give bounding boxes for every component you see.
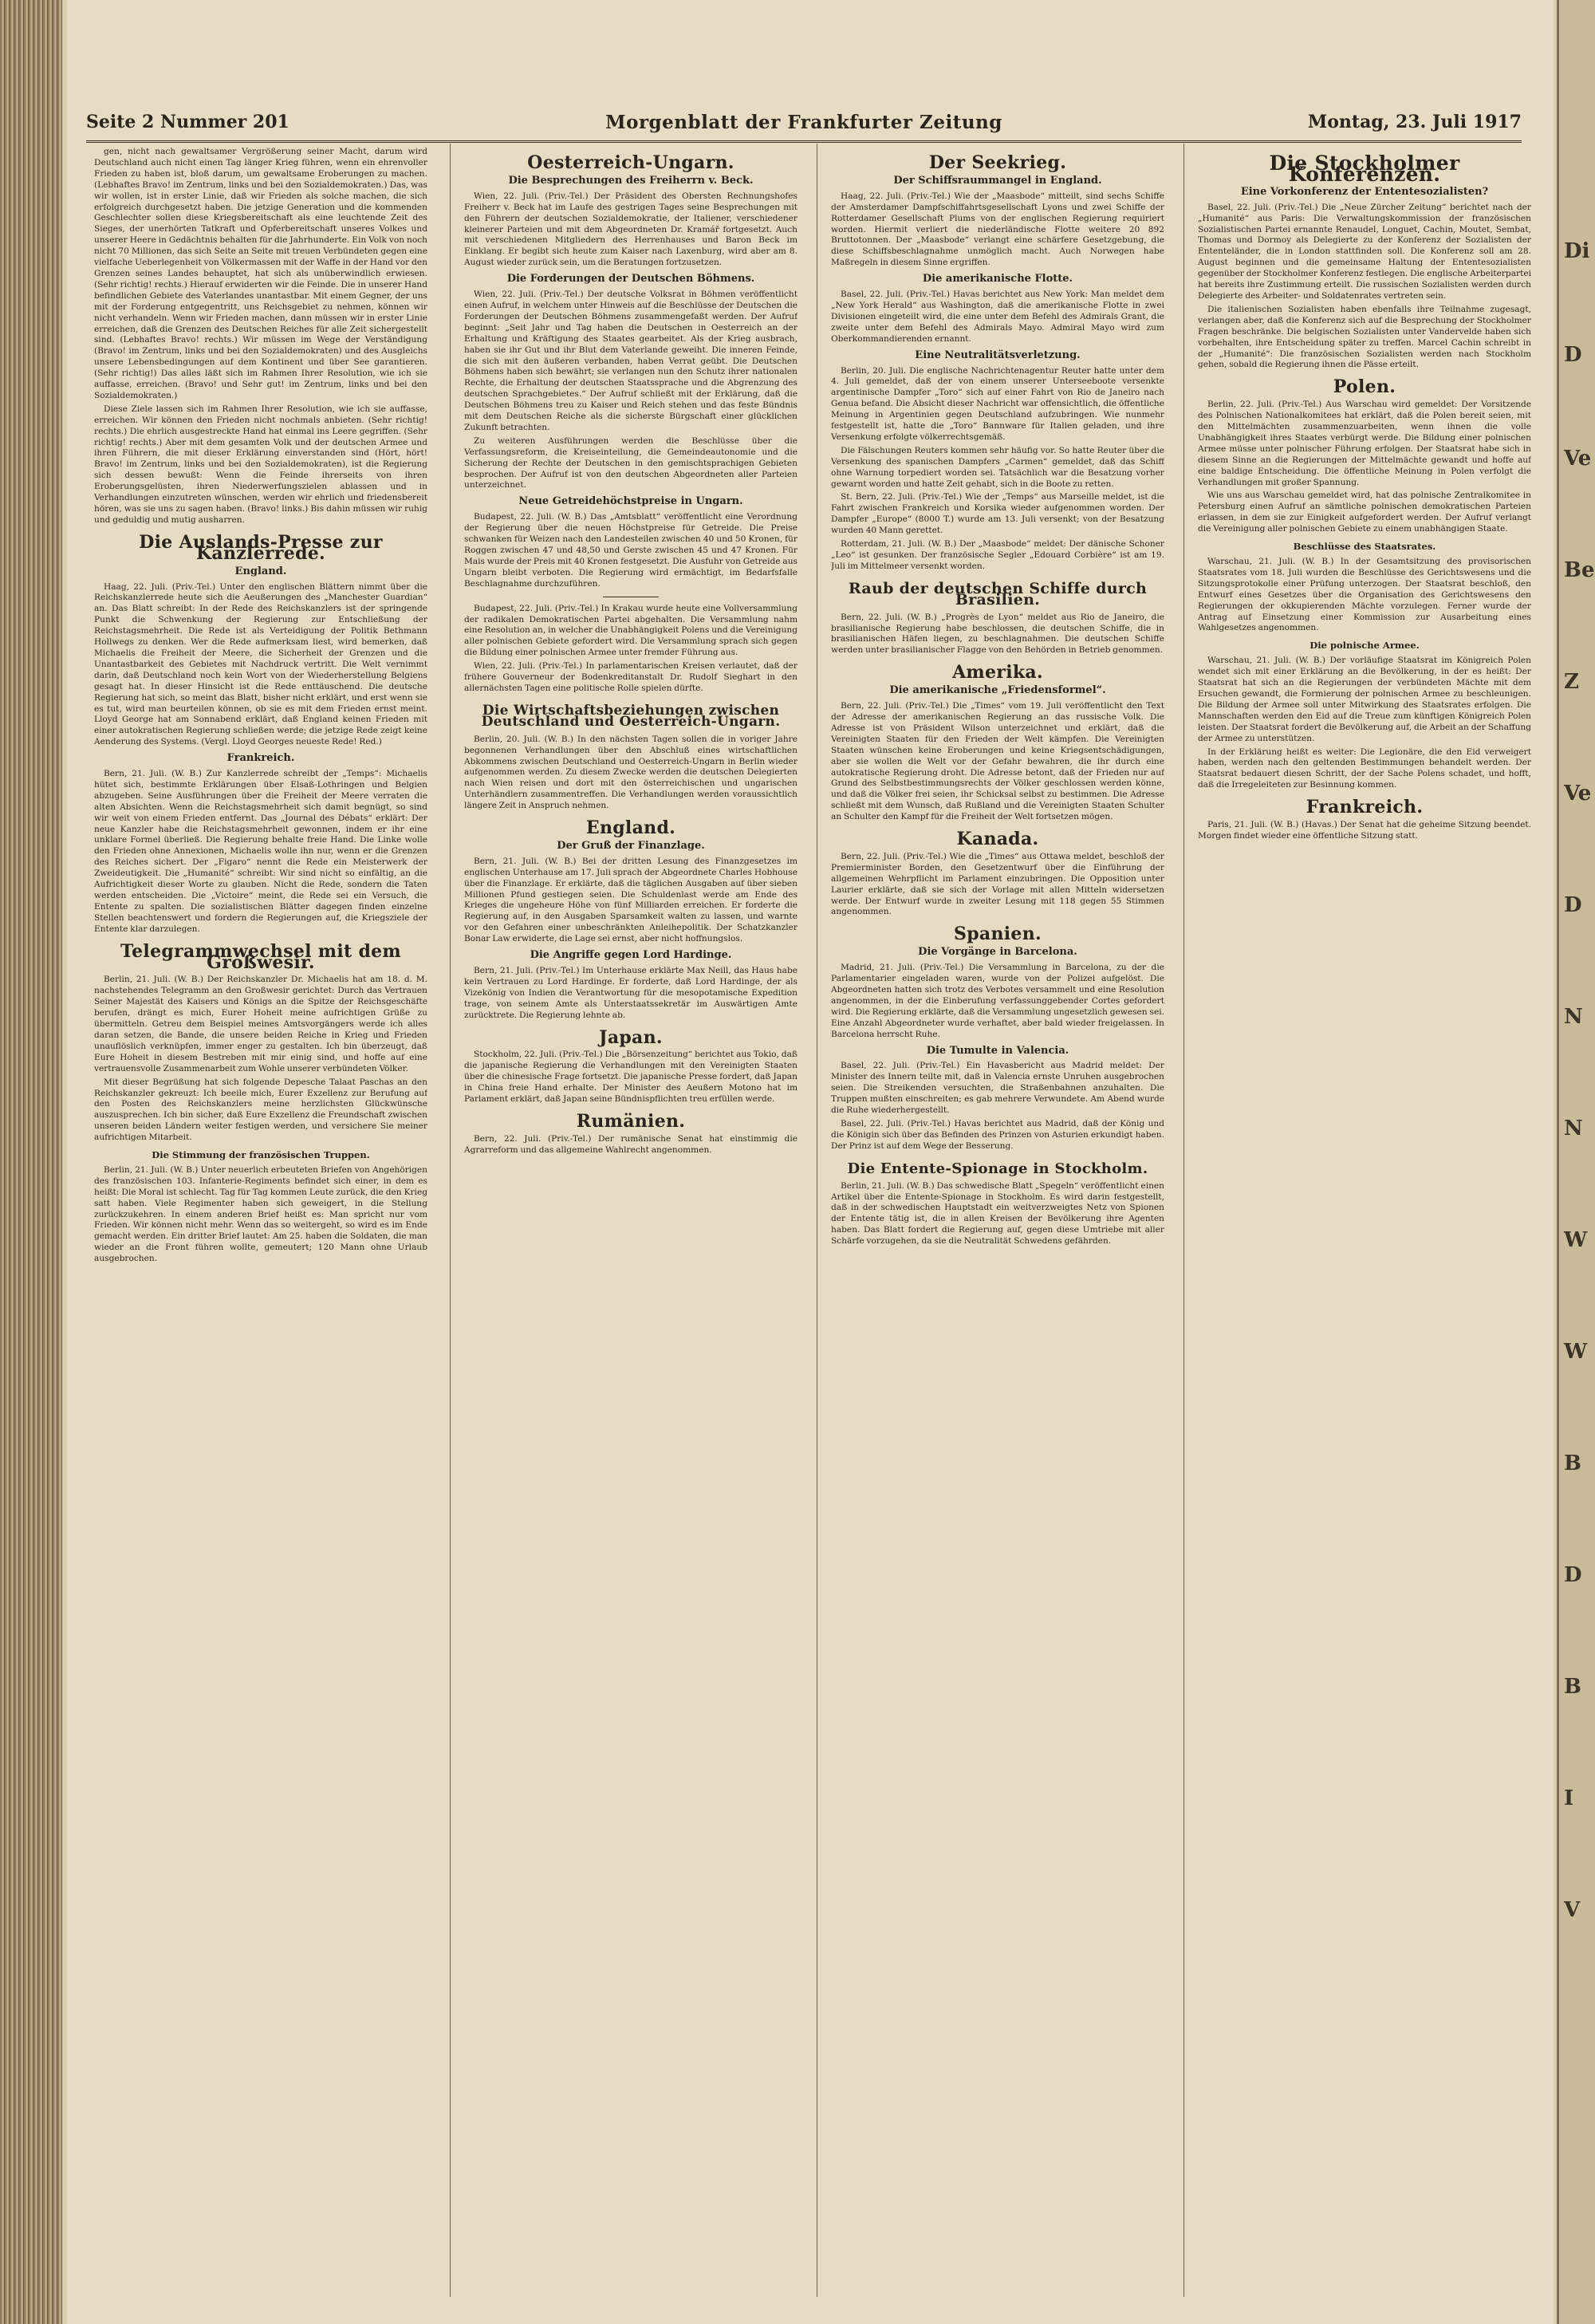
- article-paragraph: Rotterdam, 21. Juli. (W. B.) Der „Maasbode“ meldet: Der dänische Schoner „Leo“ ist gesunken. Der französische Segler „Edouard Corbière“ ist am 19. Juli im Mittelmeer versenkt worden.: [831, 539, 1164, 571]
- article-paragraph: Zu weiteren Ausführungen werden die Beschlüsse über die Verfassungsreform, die Kreiseinteilung, die Gemeindeautonomie und die Sicherung der Rechte der Deutschen in den gemischtsprachigen Gebieten besprochen. Der Aufruf ist von den deutschen Abgeordneten aller Parteien unterzeichnet.: [464, 435, 798, 490]
- subsection-heading: Eine Vorkonferenz der Ententesozialisten?: [1240, 185, 1489, 198]
- article-paragraph: Berlin, 22. Juli. (Priv.-Tel.) Aus Warschau wird gemeldet: Der Vorsitzende des Polnischen Nationalkomitees hat erklärt, daß die Polen bereit seien, mit den Mittelmächten zusammenzuarbeiten, wenn ihnen die volle Unabhängigkeit ihres Staates verbürgt werde. Die Bildung einer polnischen Armee müsse unter polnischer Führung erfolgen. Der Staatsrat habe sich in diesem Sinne an die Regierungen der Mittelmächte gewandt und hoffe auf eine baldige Entscheidung. Die öffentliche Meinung in Polen verfolgt die Verhandlungen mit großer Spannung.: [1198, 400, 1531, 487]
- masthead: Morgenblatt der Frankfurter Zeitung: [605, 112, 1002, 133]
- next-page-fragment: Be: [1564, 558, 1595, 582]
- header-rule: [86, 140, 1522, 143]
- article-paragraph: Diese Ziele lassen sich im Rahmen Ihrer Resolution, wie ich sie auffasse, erreichen. Wir können den Frieden nicht nochmals anbieten. (Sehr richtig! rechts.) Die ehrlich ausgestreckte Hand hat einmal ins Leere gegriffen. (Sehr richtig! rechts.) Aber mit dem gesamten Volk und der deutschen Armee und ihren Führern, die mit dieser Erklärung einverstanden sind (Hört, hört! Bravo! im Zentrum, links und bei den Sozialdemokraten), ist die Regierung sich dessen bewußt: Wenn die Feinde ihrerseits von ihren Eroberungsgelüsten, ihren Niederwerfungszielen ablassen und in Verhandlungen einzutreten wünschen, werden wir ehrlich und friedensbereit hören, was sie uns zu sagen haben. (Bravo! links.) Bis dahin müssen wir ruhig und geduldig und mutig ausharren.: [94, 404, 427, 525]
- article-paragraph: Stockholm, 22. Juli. (Priv.-Tel.) Die „Börsenzeitung“ berichtet aus Tokio, daß die japanische Regierung die Verhandlungen mit den Vereinigten Staaten über die chinesische Frage fortsetzt. Die japanische Presse fordert, daß Japan in China freie Hand erhalte. Der Minister des Aeußern Motono hat im Parlament erklärt, daß Japan seine Bündnispflichten treu erfüllen werde.: [464, 1050, 798, 1105]
- section-heading: Die Auslands-Presse zur Kanzlerrede.: [139, 531, 383, 564]
- article-paragraph: Haag, 22. Juli. (Priv.-Tel.) Unter den englischen Blättern nimmt über die Reichskanzlerrede heute sich die Aeußerungen des „Manchester Guardian“ an. Das Blatt schreibt: In der Rede des Reichskanzlers ist der springende Punkt die Schwenkung der Regierung zur Entschließung der Reichstagsmehrheit. Die Rede ist als Verteidigung der Politik Bethmann Hollwegs zu denken. Wer die Rede aufmerksam liest, wird bemerken, daß Michaelis die Freiheit der Meere, die Sicherheit der Grenzen und die Unantastbarkeit des Gebietes mit Nachdruck vertritt. Die Welt vernimmt darin, daß Deutschland noch kein Wort von der Wiederherstellung Belgiens gesagt hat. In dieser Hinsicht ist die Rede enttäuschend. Die deutsche Regierung hat sich, so meint das Blatt, bisher nicht erklärt, und erst wenn sie es tut, wird man beurteilen können, ob sie es mit dem Frieden ernst meint. Lloyd George hat am Sonnabend erklärt, daß England keinen Frieden mit einer autokratischen Regierung schließen werde; die jetzige Rede zeigt keine Aenderung des Systems. (Vergl. Lloyd Georges neueste Rede! Red.): [94, 581, 427, 747]
- next-page-fragment: V: [1564, 1898, 1581, 1922]
- next-page-fragment: N: [1564, 1117, 1583, 1140]
- issue-date: Montag, 23. Juli 1917: [1307, 112, 1522, 132]
- subsection-heading: Die Tumulte in Valencia.: [926, 1044, 1069, 1057]
- article-paragraph: Basel, 22. Juli. (Priv.-Tel.) Die „Neue Zürcher Zeitung“ berichtet nach der „Humanité“ aus Paris: Die Verwaltungskommission der französischen Sozialistischen Partei ernannte Renaudel, Longuet, Cachin, Moutet, Sembat, Thomas und Dormoy als Delegierte zu der Konferenz der Sozialisten der Ententeländer, die in London stattfinden soll. Die Konferenz soll am 28. August beginnen und die gemeinsame Haltung der Ententesozialisten gegenüber der Stockholmer Konferenz festlegen. Die englische Arbeiterpartei hat bereits ihre Zustimmung erteilt. Die russischen Sozialisten werden durch Delegierte des Arbeiter- und Soldatenrates vertreten sein.: [1198, 202, 1531, 301]
- section-heading: Die Wirtschaftsbeziehungen zwischen Deutschland und Oesterreich-Ungarn.: [481, 702, 781, 730]
- article-paragraph: Bern, 22. Juli. (Priv.-Tel.) Der rumänische Senat hat einstimmig die Agrarreform und das allgemeine Wahlrecht angenommen.: [464, 1133, 798, 1155]
- section-heading: Telegrammwechsel mit dem Großwesir.: [120, 940, 402, 973]
- section-heading: Die Entente-Spionage in Stockholm.: [847, 1160, 1148, 1177]
- article-paragraph: Die italienischen Sozialisten haben ebenfalls ihre Teilnahme zugesagt, verlangen aber, daß die Konferenz sich auf die Besprechung der Stockholmer Fragen beschränke. Die belgischen Sozialisten unter Vandervelde haben sich vorbehalten, ihre Entscheidung später zu treffen. Marcel Cachin schreibt in der „Humanité“: Die französischen Sozialisten werden nach Stockholm gehen, sobald die Regierung ihnen die Pässe erteilt.: [1198, 304, 1531, 370]
- next-page-fragment: D: [1564, 893, 1582, 917]
- subsection-heading: Die amerikanische „Friedensformel“.: [889, 684, 1106, 697]
- next-page-fragment: Di: [1564, 239, 1590, 263]
- subsection-heading: Die Angriffe gegen Lord Hardinge.: [530, 949, 732, 962]
- subsection-heading: Die Forderungen der Deutschen Böhmens.: [506, 273, 755, 286]
- column-2: [464, 147, 798, 2292]
- section-heading: Amerika.: [952, 662, 1043, 683]
- section-heading: Spanien.: [954, 924, 1042, 945]
- section-heading: Rumänien.: [576, 1110, 686, 1132]
- next-page-fragment: W: [1564, 1340, 1588, 1364]
- next-page-edge: [1557, 0, 1595, 2324]
- article-paragraph: Haag, 22. Juli. (Priv.-Tel.) Wie der „Maasbode“ mitteilt, sind sechs Schiffe der Amsterdamer Dampfschiffahrtsgesellschaft Lyons und zwei Schiffe der Rotterdamer Gesellschaft Plums von der englischen Regierung requiriert worden. Hiermit verliert die niederländische Flotte weitere 20 892 Bruttotonnen. Der „Maasbode“ verlangt eine schärfere Gesetzgebung, die diese Schiffsbeschlagnahme unmöglich macht. Auch Norwegen habe Maßregeln in diesem Sinne ergriffen.: [831, 191, 1164, 268]
- article-paragraph: Budapest, 22. Juli. (Priv.-Tel.) In Krakau wurde heute eine Vollversammlung der radikalen Demokratischen Partei abgehalten. Die Versammlung nahm eine Resolution an, in welcher die Unabhängigkeit Polens und die Vereinigung aller polnischen Gebiete gefordert wird. Die Versammlung sprach sich gegen die Bildung einer polnischen Armee unter fremder Führung aus.: [464, 603, 798, 658]
- article-paragraph: Bern, 21. Juli. (W. B.) Zur Kanzlerrede schreibt der „Temps“: Michaelis hütet sich, bestimmte Erklärungen über Elsaß-Lothringen und Belgien abzugeben. Seine Ausführungen über die Freiheit der Meere verraten die alten Absichten. Wenn die Reichstagsmehrheit sich damit begnügt, so sind wir weit von einem Frieden entfernt. Das „Journal des Débats“ erklärt: Der neue Kanzler habe die Reichstagsmehrheit gewonnen, indem er ihr eine unklare Formel überließ. Die Regierung behalte freie Hand. Die Linke wolle den Frieden ohne Annexionen, Michaelis wolle ihn nur, wenn er die Grenzen des Reiches sichert. Der „Figaro“ nennt die Rede ein Meisterwerk der Zweideutigkeit. Die „Humanité“ schreibt: Wir sind nicht so einfältig, an die Aufrichtigkeit dieser Worte zu glauben. Nicht die Rede, sondern die Taten werden entscheiden. Die „Victoire“ meint, die Rede sei ein Versuch, die Entente zu spalten. Die sozialistischen Blätter dagegen finden einzelne Stellen beachtenswert und fordern die Regierungen auf, die Kriegsziele der Entente klar darzulegen.: [94, 769, 427, 934]
- page-header: [86, 108, 1522, 137]
- subsection-heading: Der Schiffsraummangel in England.: [893, 174, 1102, 187]
- section-heading: Raub der deutschen Schiffe durch Brasilien.: [848, 579, 1148, 609]
- article-paragraph: Wie uns aus Warschau gemeldet wird, hat das polnische Zentralkomitee in Petersburg einen Aufruf an sämtliche polnischen demokratischen Parteien erlassen, in dem sie zur Einigkeit aufgefordert werden. Der Aufruf verlangt die Vereinigung aller polnischen Gebiete zu einem unabhängigen Staate.: [1198, 490, 1531, 534]
- column-1: [94, 147, 427, 2292]
- subsection-heading: Die polnische Armee.: [1309, 640, 1420, 652]
- subsection-heading: Die Stimmung der französischen Truppen.: [152, 1149, 370, 1161]
- article-paragraph: Bern, 22. Juli. (Priv.-Tel.) Wie die „Times“ aus Ottawa meldet, beschloß der Premierminister Borden, den Gesetzentwurf über die Einführung der allgemeinen Wehrpflicht im Parlament einzubringen. Die Opposition unter Laurier erklärte, daß sie sich der Vorlage mit allen Mitteln widersetzen werde. Der Entwurf wurde in zweiter Lesung mit 118 gegen 55 Stimmen angenommen.: [831, 851, 1164, 917]
- subsection-heading: Die Besprechungen des Freiherrn v. Beck.: [508, 174, 754, 187]
- article-paragraph: Warschau, 21. Juli. (W. B.) In der Gesamtsitzung des provisorischen Staatsrates vom 18. Juli wurden die Beschlüsse des Gerichtswesens und die Sitzungsprotokolle einer Prüfung unterzogen. Der Staatsrat beschloß, den Entwurf eines Gesetzes über die Organisation des Gerichtswesens den Regierungen der okkupierenden Mächte vorzulegen. Ferner wurde der Antrag auf Einsetzung einer Kommission zur Ausarbeitung eines Wahlgesetzes angenommen.: [1198, 557, 1531, 633]
- section-heading: Kanada.: [956, 829, 1039, 850]
- article-paragraph: Wien, 22. Juli. (Priv.-Tel.) Der deutsche Volksrat in Böhmen veröffentlicht einen Aufruf, in welchem unter Hinweis auf die Beschlüsse der Deutschen die Forderungen der Deutschen Böhmens zusammengefaßt werden. Der Aufruf beginnt: „Seit Jahr und Tag haben die Deutschen in Oesterreich an der Erhaltung und Kräftigung des Staates gearbeitet. Als der Krieg ausbrach, haben sie ihr Gut und ihr Blut dem Vaterlande geweiht. Die inneren Feinde, die sich mit den äußeren verbanden, haben Verrat geübt. Die Deutschen Böhmens haben sich bewährt; sie verlangen nun den Schutz ihrer nationalen Rechte, die Erhaltung der deutschen Staatssprache und die Abgrenzung des deutschen Sprachgebietes.“ Der Aufruf schließt mit der Erklärung, daß die Deutschen Böhmens treu zu Kaiser und Reich stehen und das feste Bündnis mit dem Deutschen Reiche als die sicherste Bürgschaft einer glücklichen Zukunft betrachten.: [464, 290, 798, 432]
- article-paragraph: Bern, 21. Juli. (W. B.) Bei der dritten Lesung des Finanzgesetzes im englischen Unterhause am 17. Juli sprach der Abgeordnete Charles Hobhouse über die Finanzlage. Er erklärte, daß die täglichen Ausgaben auf über sieben Millionen Pfund gestiegen seien. Die Schuldenlast werde am Ende des Krieges die ungeheure Höhe von fünf Milliarden erreichen. Er forderte die Regierung auf, in den Ausgaben Sparsamkeit walten zu lassen, und warnte vor den Gefahren einer unbeschränkten Anleihepolitik. Der Schatzkanzler Bonar Law erwiderte, die Lage sei ernst, aber nicht hoffnungslos.: [464, 856, 798, 944]
- article-paragraph: Wien, 22. Juli. (Priv.-Tel.) In parlamentarischen Kreisen verlautet, daß der frühere Gouverneur der Bodenkreditanstalt Dr. Rudolf Sieghart in den allernächsten Tagen eine politische Rolle spielen dürfte.: [464, 661, 798, 693]
- article-paragraph: Basel, 22. Juli. (Priv.-Tel.) Ein Havasbericht aus Madrid meldet: Der Minister des Innern teilte mit, daß in Valencia ernste Unruhen ausgebrochen seien. Die Streikenden versuchten, die Straßenbahnen anzuhalten. Die Truppen mußten einschreiten; es gab mehrere Verwundete. Am Abend wurde die Ruhe wiederhergestellt.: [831, 1061, 1164, 1116]
- section-heading: Die Stockholmer Konferenzen.: [1269, 152, 1460, 186]
- article-paragraph: Wien, 22. Juli. (Priv.-Tel.) Der Präsident des Obersten Rechnungshofes Freiherr v. Beck hat im Laufe des gestrigen Tages seine Besprechungen mit den Führern der deutschen Sozialdemokratie, der Italiener, verschiedener kleinerer Parteien und mit dem Abgeordneten Dr. Kramář fortgesetzt. Auch mit verschiedenen Mitgliedern des Herrenhauses und Baron Beck im Einklang. Er begibt sich heute zum Kaiser nach Laxenburg, wird aber am 8. August wieder zurück sein, um die Beratungen fortzusetzen.: [464, 191, 798, 268]
- page-binding: [0, 0, 62, 2324]
- next-page-fragment: Ve: [1564, 447, 1592, 471]
- article-paragraph: Mit dieser Begrüßung hat sich folgende Depesche Talaat Paschas an den Reichskanzler gekreuzt: Ich beeile mich, Eurer Exzellenz zur Berufung auf den Posten des Reichskanzlers meine herzlichsten Glückwünsche auszusprechen. Ich bin sicher, daß Eure Exzellenz die Freundschaft zwischen unseren beiden Ländern weiter festigen werden, und versichere Sie meiner aufrichtigen Mitarbeit.: [94, 1077, 427, 1143]
- article-paragraph: gen, nicht nach gewaltsamer Vergrößerung seiner Macht, darum wird Deutschland auch nicht einen Tag länger Krieg führen, wenn ein ehrenvoller Frieden zu haben ist, bloß darum, um gewaltsame Eroberungen zu machen. (Lebhaftes Bravo! im Zentrum, links und bei den Sozialdemokraten.) Das, was wir wollen, ist in erster Linie, daß wir Frieden als solche machen, die sich erfolgreich durchgesetzt haben. Die jetzige Generation und die kommenden Geschlechter sollen diese Kriegsbereitschaft als eine leuchtende Zeit des Sieges, der unerhörten Tatkraft und Opferbereitschaft unseres Volkes und unserer Heere in Gedächtnis behalten für die Jahrhunderte. Ein Volk von noch nicht 70 Millionen, das sich Seite an Seite mit treuen Verbündeten gegen eine vielfache Ueberlegenheit von Völkermassen mit der Waffe in der Hand vor den Grenzen seines Landes behauptet, hat sich als unüberwindlich erwiesen. (Sehr richtig! rechts.) Hierauf erwiderten wir die Feinde. Die in unserer Hand befindlichen Gebiete des Vaterlandes unantastbar. Mit einem Gegner, der uns mit der Forderung entgegentritt, uns Reichsgebiet zu nehmen, können wir nicht verhandeln. Wenn wir Frieden machen, dann müssen wir in erster Linie erreichen, daß die Grenzen des Deutschen Reiches für alle Zeit sichergestellt sind. (Lebhaftes Bravo! rechts.) Wir müssen im Wege der Verständigung (Bravo! im Zentrum, links und bei den Sozialdemokraten) und des Ausgleichs unsere Lebensbedingungen auf dem Kontinent und über See garantieren. (Sehr richtig!) Das alles läßt sich im Rahmen Ihrer Resolution, wie ich sie auffasse, erreichen. (Bravo! und Sehr gut! im Zentrum, links und bei den Sozialdemokraten.): [94, 147, 427, 400]
- article-paragraph: Paris, 21. Juli. (W. B.) (Havas.) Der Senat hat die geheime Sitzung beendet. Morgen findet wieder eine öffentliche Sitzung statt.: [1198, 820, 1531, 841]
- article-paragraph: Basel, 22. Juli. (Priv.-Tel.) Havas berichtet aus Madrid, daß der König und die Königin sich über das Befinden des Prinzen von Asturien erkundigt haben. Der Prinz ist auf dem Wege der Besserung.: [831, 1118, 1164, 1151]
- section-heading: Frankreich.: [1306, 797, 1424, 818]
- article-paragraph: Madrid, 21. Juli. (Priv.-Tel.) Die Versammlung in Barcelona, zu der die Parlamentarier eingeladen waren, wurde von der Polizei aufgelöst. Die Abgeordneten hatten sich trotz des Verbotes versammelt und eine Resolution angenommen, in der die Einberufung verfassunggebender Cortes gefordert wird. Die Regierung erklärte, daß die Versammlung ungesetzlich gewesen sei. Eine Anzahl Abgeordneter wurde verhaftet, aber bald wieder freigelassen. In Barcelona herrscht Ruhe.: [831, 963, 1164, 1039]
- next-page-fragment: I: [1564, 1786, 1574, 1810]
- next-page-fragment: D: [1564, 1563, 1582, 1587]
- column-rule: [450, 144, 451, 2297]
- next-page-fragment: Ve: [1564, 782, 1592, 806]
- subsection-heading: Die Vorgänge in Barcelona.: [918, 946, 1077, 959]
- article-paragraph: Berlin, 21. Juli. (W. B.) Unter neuerlich erbeuteten Briefen von Angehörigen des französischen 103. Infanterie-Regiments befindet sich einer, in dem es heißt: Die Moral ist schlecht. Tag für Tag kommen Leute zurück, die den Krieg satt haben. Viele Regimenter haben sich geweigert, in die Stellung zurückzukehren. In einem anderen Brief heißt es: Man spricht nur vom Frieden. Wir können nicht mehr. Wenn das so weitergeht, so wird es im Ende gemacht werden. Ein dritter Brief lautet: Am 25. haben die Soldaten, die man wieder an die Front führen wollte, gemeutert; 120 Mann ohne Urlaub ausgebrochen.: [94, 1164, 427, 1264]
- article-paragraph: Berlin, 21. Juli. (W. B.) Das schwedische Blatt „Spegeln“ veröffentlicht einen Artikel über die Entente-Spionage in Stockholm. Es wird darin festgestellt, daß in der schwedischen Hauptstadt ein weitverzweigtes Netz von Spionen der Entente tätig ist, die in allen Kreisen der Bevölkerung ihre Agenten haben. Das Blatt fordert die Regierung auf, gegen diese Umtriebe mit aller Schärfe vorzugehen, da sie die Neutralität Schwedens gefährden.: [831, 1180, 1164, 1247]
- subsection-heading: Die amerikanische Flotte.: [922, 273, 1073, 286]
- page-number: Seite 2 Nummer 201: [86, 112, 289, 132]
- section-heading: Oesterreich-Ungarn.: [527, 152, 734, 173]
- next-page-fragment: B: [1564, 1452, 1581, 1475]
- column-4: [1198, 147, 1531, 2292]
- article-paragraph: Bern, 21. Juli. (Priv.-Tel.) Im Unterhause erklärte Max Neill, das Haus habe kein Vertrauen zu Lord Hardinge. Er forderte, daß Lord Hardinge, der als Vizekönig von Indien die Verantwortung für die mesopotamische Expedition trage, von seinem Amte als Unterstaatssekretär im Auswärtigen Amte zurücktrete. Die Regierung lehnte ab.: [464, 966, 798, 1020]
- subsection-heading: England.: [234, 565, 287, 577]
- article-paragraph: In der Erklärung heißt es weiter: Die Legionäre, die den Eid verweigert haben, werden nach den geltenden Bestimmungen behandelt werden. Der Staatsrat bedauert diesen Schritt, der der Sache Polens schadet, und hofft, daß die Irregeleiteten zur Besinnung kommen.: [1198, 746, 1531, 790]
- article-paragraph: Berlin, 20. Juli. Die englische Nachrichtenagentur Reuter hatte unter dem 4. Juli gemeldet, daß der von einem unserer Unterseeboote versenkte argentinische Dampfer „Toro“ sich auf einer Fahrt von Rio de Janeiro nach Genua befand. Die Absicht dieser Nachricht war offensichtlich, die öffentliche Meinung in Argentinien gegen Deutschland aufzubringen. Wie nunmehr festgestellt ist, hatte die „Toro“ Bannware für Italien geladen, und ihre Versenkung erfolgte völkerrechtsgemäß.: [831, 365, 1164, 442]
- column-rule: [1183, 144, 1184, 2297]
- subsection-heading: Frankreich.: [226, 752, 295, 765]
- article-paragraph: Budapest, 22. Juli. (W. B.) Das „Amtsblatt“ veröffentlicht eine Verordnung der Regierung über die neuen Höchstpreise für Getreide. Die Preise schwanken für Weizen nach den Landesteilen zwischen 40 und 50 Kronen, für Roggen zwischen 47 und 48,50 und Gerste zwischen 45 und 47 Kronen. Für Mais wurde der Preis mit 40 Kronen festgesetzt. Die Ausfuhr von Getreide aus Ungarn bleibt verboten. Die Regierung wird ermächtigt, im Bedarfsfalle Beschlagnahme durchzuführen.: [464, 512, 798, 589]
- next-page-fragment: Z: [1564, 670, 1579, 694]
- next-page-fragment: B: [1564, 1675, 1581, 1699]
- article-paragraph: St. Bern, 22. Juli. (Priv.-Tel.) Wie der „Temps“ aus Marseille meldet, ist die Fahrt zwischen Frankreich und Korsika wieder aufgenommen worden. Der Dampfer „Europe“ (8000 T.) wurde am 13. Juli versenkt; von der Besatzung wurden 40 Mann gerettet.: [831, 492, 1164, 536]
- article-paragraph: Die Fälschungen Reuters kommen sehr häufig vor. So hatte Reuter über die Versenkung des spanischen Dampfers „Carmen“ gemeldet, daß das Schiff ohne Warnung torpediert worden sei. Tatsächlich war die Besatzung vorher gewarnt worden und hatte Zeit gehabt, sich in die Boote zu retten.: [831, 445, 1164, 489]
- article-paragraph: Bern, 22. Juli. (Priv.-Tel.) Die „Times“ vom 19. Juli veröffentlicht den Text der Adresse der amerikanischen Regierung an das russische Volk. Die Adresse ist von Präsident Wilson unterzeichnet und erklärt, daß die Vereinigten Staaten für den Frieden der Welt kämpfen. Die Vereinigten Staaten wünschen keine Eroberungen und keine Kriegsentschädigungen, aber sie wollen die Welt vor der Gefahr bewahren, die ihr durch eine autokratische Regierung droht. Die Adresse betont, daß der Frieden nur auf Grund des Selbstbestimmungsrechts der Völker geschlossen werden könne, und daß die Völker frei seien, ihr Schicksal selbst zu bestimmen. Die Adresse schließt mit dem Wunsch, daß Rußland und die Vereinigten Staaten Schulter an Schulter den Kampf für die Freiheit der Welt fortsetzen mögen.: [831, 701, 1164, 822]
- next-page-fragment: N: [1564, 1005, 1583, 1029]
- article-paragraph: Warschau, 21. Juli. (W. B.) Der vorläufige Staatsrat im Königreich Polen wendet sich mit einer Erklärung an die Bevölkerung, in der es heißt: Der Staatsrat hat sich an die Regierungen der verbündeten Mächte mit dem Ersuchen gewandt, die Formierung der polnischen Armee zu beschleunigen. Die Bildung der Armee soll unter Mitwirkung des Staatsrates erfolgen. Die Mannschaften werden den Eid auf die Treue zum künftigen Königreich Polen leisten. Der Staatsrat fordert die Bevölkerung auf, die Arbeit an der Schaffung der Armee zu unterstützen.: [1198, 656, 1531, 743]
- section-heading: England.: [585, 817, 676, 839]
- article-paragraph: Basel, 22. Juli. (Priv.-Tel.) Havas berichtet aus New York: Man meldet dem „New York Herald“ aus Washington, daß die amerikanische Flotte in zwei Divisionen eingeteilt wird, die eine unter dem Befehl des Admirals Grant, die zweite unter dem Befehl des Admirals Mayo. Admiral Mayo wird zum Oberkommandierenden ernannt.: [831, 290, 1164, 344]
- article-paragraph: Berlin, 21. Juli. (W. B.) Der Reichskanzler Dr. Michaelis hat am 18. d. M. nachstehendes Telegramm an den Großwesir gerichtet: Durch das Vertrauen Seiner Majestät des Kaisers und Königs an die Spitze der Reichsgeschäfte berufen, drängt es mich, Eurer Hoheit meine aufrichtigen Grüße zu übermitteln. Getreu dem Beispiel meines Amtsvorgängers werde ich alles daran setzen, die Bande, die unsere beiden Reiche in Krieg und Frieden unauflöslich verknüpfen, immer enger zu gestalten. Ich bin überzeugt, daß Eure Hoheit in diesem Bestreben mit mir einig sind, und hoffe auf eine vertrauensvolle Zusammenarbeit zum Wohle unserer verbündeten Völker.: [94, 975, 427, 1073]
- next-page-fragment: D: [1564, 343, 1582, 367]
- column-3: [831, 147, 1164, 2292]
- subsection-heading: Eine Neutralitätsverletzung.: [915, 349, 1081, 361]
- next-page-fragment: W: [1564, 1228, 1588, 1252]
- subsection-heading: Beschlüsse des Staatsrates.: [1293, 541, 1436, 553]
- subsection-heading: Der Gruß der Finanzlage.: [557, 839, 705, 852]
- article-paragraph: Bern, 22. Juli. (W. B.) „Progrès de Lyon“ meldet aus Rio de Janeiro, die brasilianische Regierung habe beschlossen, die deutschen Schiffe, die in brasilianischen Häfen liegen, zu beschlagnahmen. Die deutschen Schiffe werden unter brasilianischer Flagge von den Behörden in Betrieb genommen.: [831, 612, 1164, 656]
- section-heading: Japan.: [599, 1026, 663, 1048]
- subsection-heading: Neue Getreidehöchstpreise in Ungarn.: [518, 495, 743, 508]
- article-paragraph: Berlin, 20. Juli. (W. B.) In den nächsten Tagen sollen die in voriger Jahre begonnenen Verhandlungen über den Abschluß eines wirtschaftlichen Abkommens zwischen Deutschland und Oesterreich-Ungarn in Berlin wieder aufgenommen werden. Zu diesem Zwecke werden die deutschen Delegierten nach Wien reisen und dort mit den österreichischen und ungarischen Unterhändlern zusammentreffen. Die Verhandlungen werden voraussichtlich längere Zeit in Anspruch nehmen.: [464, 734, 798, 811]
- section-heading: Polen.: [1333, 376, 1396, 398]
- section-heading: Der Seekrieg.: [928, 152, 1067, 173]
